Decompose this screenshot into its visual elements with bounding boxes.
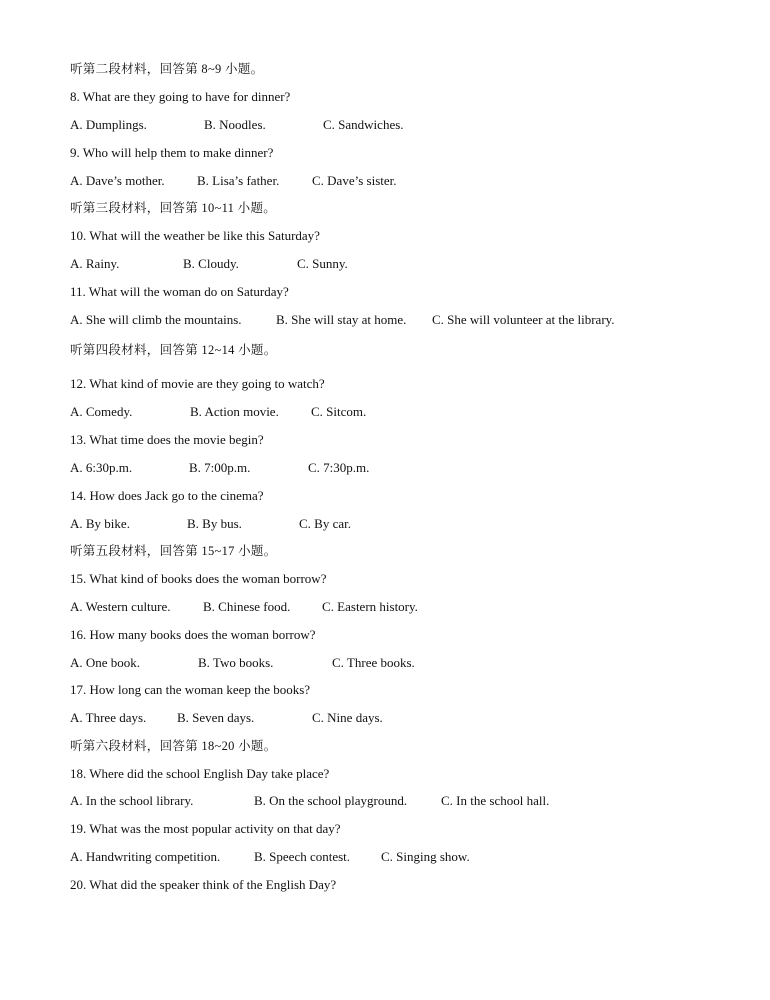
option-b: B. Cloudy. <box>183 256 239 271</box>
option-b: B. Chinese food. <box>203 599 291 614</box>
option-c: C. By car. <box>299 516 351 531</box>
option-a: A. Three days. <box>70 710 147 725</box>
question-text: 10. What will the weather be like this Saturday? <box>70 228 320 243</box>
option-c: C. Dave’s sister. <box>312 173 397 188</box>
option-a: A. Dumplings. <box>70 117 147 132</box>
option-c: C. Eastern history. <box>322 599 418 614</box>
section-header: 听第五段材料，回答第 15~17 小题。 <box>70 544 277 558</box>
option-a: A. In the school library. <box>70 793 194 808</box>
option-a: A. Western culture. <box>70 599 171 614</box>
question-text: 16. How many books does the woman borrow? <box>70 627 316 642</box>
question-text: 20. What did the speaker think of the English Day? <box>70 877 337 892</box>
option-c: C. Singing show. <box>381 849 470 864</box>
option-a: A. 6:30p.m. <box>70 460 133 475</box>
option-c: C. 7:30p.m. <box>308 460 370 475</box>
section-header: 听第四段材料，回答第 12~14 小题。 <box>70 343 277 357</box>
option-b: B. On the school playground. <box>254 793 408 808</box>
section-header: 听第六段材料，回答第 18~20 小题。 <box>70 739 277 753</box>
option-b: B. She will stay at home. <box>276 312 407 327</box>
option-c: C. Nine days. <box>312 710 383 725</box>
question-text: 15. What kind of books does the woman borrow? <box>70 571 327 586</box>
question-text: 14. How does Jack go to the cinema? <box>70 488 264 503</box>
option-a: A. Handwriting competition. <box>70 849 221 864</box>
option-a: A. By bike. <box>70 516 130 531</box>
option-b: B. Lisa’s father. <box>197 173 280 188</box>
option-c: C. Sunny. <box>297 256 348 271</box>
option-a: A. She will climb the mountains. <box>70 312 242 327</box>
option-a: A. One book. <box>70 655 141 670</box>
option-a: A. Rainy. <box>70 256 120 271</box>
option-b: B. 7:00p.m. <box>189 460 251 475</box>
option-c: C. She will volunteer at the library. <box>432 312 615 327</box>
option-b: B. Speech contest. <box>254 849 351 864</box>
question-text: 17. How long can the woman keep the books? <box>70 682 311 697</box>
option-b: B. Seven days. <box>177 710 255 725</box>
option-b: B. Noodles. <box>204 117 266 132</box>
section-header: 听第二段材料，回答第 8~9 小题。 <box>70 62 264 76</box>
option-a: A. Dave’s mother. <box>70 173 165 188</box>
option-b: B. Two books. <box>198 655 274 670</box>
option-c: C. In the school hall. <box>441 793 550 808</box>
question-text: 12. What kind of movie are they going to watch? <box>70 376 325 391</box>
option-b: B. Action movie. <box>190 404 279 419</box>
question-text: 9. Who will help them to make dinner? <box>70 145 274 160</box>
option-a: A. Comedy. <box>70 404 133 419</box>
question-text: 18. Where did the school English Day take place? <box>70 766 330 781</box>
option-c: C. Sitcom. <box>311 404 367 419</box>
question-text: 8. What are they going to have for dinner? <box>70 89 291 104</box>
option-c: C. Sandwiches. <box>323 117 404 132</box>
question-text: 19. What was the most popular activity on that day? <box>70 821 341 836</box>
section-header: 听第三段材料，回答第 10~11 小题。 <box>70 201 277 215</box>
option-b: B. By bus. <box>187 516 242 531</box>
question-text: 11. What will the woman do on Saturday? <box>70 284 289 299</box>
question-text: 13. What time does the movie begin? <box>70 432 264 447</box>
option-c: C. Three books. <box>332 655 415 670</box>
